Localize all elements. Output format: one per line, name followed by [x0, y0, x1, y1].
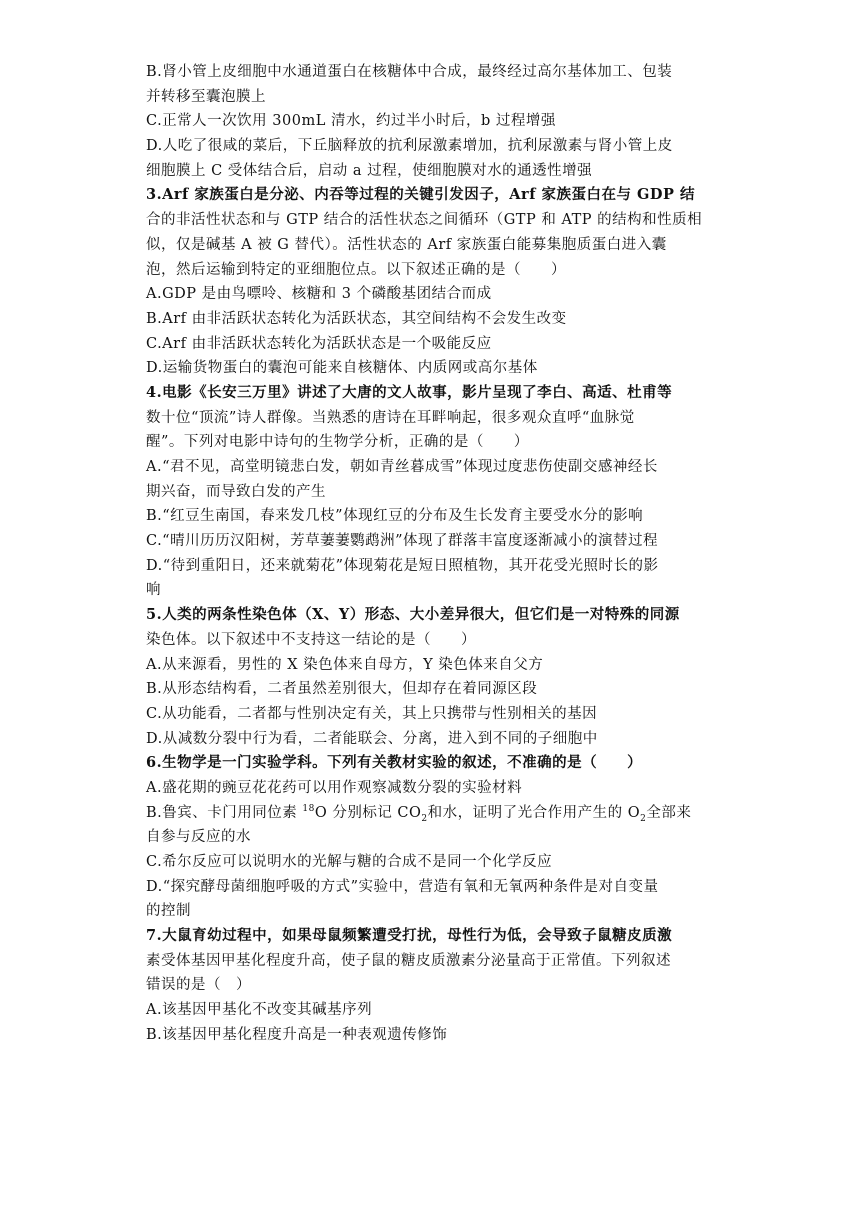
- text-line: 并转移至囊泡膜上: [146, 88, 266, 105]
- option-c: C.Arf 由非活跃状态转化为活跃状态是一个吸能反应: [146, 335, 492, 352]
- text-line: 似，仅是碱基 A 被 G 替代）。活性状态的 Arf 家族蛋白能募集胞质蛋白进入囊: [146, 236, 667, 253]
- text-line: 数十位“顶流”诗人群像。当熟悉的唐诗在耳畔响起，很多观众直呼“血脉觉: [146, 409, 635, 426]
- text-line: 泡，然后运输到特定的亚细胞位点。以下叙述正确的是（ ）: [146, 261, 566, 278]
- option-d: D.运输货物蛋白的囊泡可能来自核糖体、内质网或高尔基体: [146, 360, 538, 377]
- question-7-stem: 7.大鼠育幼过程中，如果母鼠频繁遭受打扰，母性行为低，会导致子鼠糖皮质激: [146, 927, 673, 945]
- option-d: D.“探究酵母菌细胞呼吸的方式”实验中，营造有氧和无氧两种条件是对自变量: [146, 878, 659, 895]
- option-b: B.鲁宾、卡门用同位素 $^{18}$O 分别标记 $CO_2$和水，证明了光合作用产生的 $O_2$全部来: [146, 803, 692, 824]
- text-line: 错误的是（ ）: [146, 977, 251, 994]
- text-line: 自参与反应的水: [146, 829, 251, 846]
- text-line: 响: [146, 582, 161, 599]
- option-d: D.“待到重阳日，还来就菊花”体现菊花是短日照植物，其开花受光照时长的影: [146, 557, 659, 574]
- option-a: A.GDP 是由鸟嘌呤、核糖和 3 个磷酸基团结合而成: [146, 286, 492, 303]
- option-b: B.Arf 由非活跃状态转化为活跃状态，其空间结构不会发生改变: [146, 310, 567, 327]
- text-line: 细胞膜上 C 受体结合后，启动 a 过程，使细胞膜对水的通透性增强: [146, 162, 593, 179]
- text-line: 染色体。以下叙述中不支持这一结论的是（ ）: [146, 631, 476, 648]
- option-a: A.“君不见，高堂明镜悲白发，朝如青丝暮成雪”体现过度悲伤使副交感神经长: [146, 459, 658, 475]
- option-c: C.希尔反应可以说明水的光解与糖的合成不是同一个化学反应: [146, 854, 553, 870]
- option-c: C.从功能看，二者都与性别决定有关，其上只携带与性别相关的基因: [146, 705, 598, 722]
- text-line: C.正常人一次饮用 300mL 清水，约过半小时后，b 过程增强: [146, 113, 556, 130]
- question-5-stem: 5.人类的两条性染色体（X、Y）形态、大小差异很大，但它们是一对特殊的同源: [146, 606, 680, 624]
- option-b: B.该基因甲基化程度升高是一种表观遗传修饰: [146, 1026, 448, 1043]
- option-b: B.“红豆生南国，春来发几枝”体现红豆的分布及生长发育主要受水分的影响: [146, 508, 644, 525]
- option-c: C.“晴川历历汉阳树，芳草萋萋鹦鹉洲”体现了群落丰富度逐渐减小的演替过程: [146, 533, 659, 550]
- text-line: 期兴奋，而导致白发的产生: [146, 483, 326, 500]
- option-a: A.该基因甲基化不改变其碱基序列: [146, 1002, 373, 1019]
- question-4-stem: 4.电影《长安三万里》讲述了大唐的文人故事，影片呈现了李白、高适、杜甫等: [146, 383, 673, 401]
- option-a: A.盛花期的豌豆花花药可以用作观察减数分裂的实验材料: [146, 779, 523, 796]
- text-line: D.人吃了很咸的菜后，下丘脑释放的抗利尿激素增加，抗利尿激素与肾小管上皮: [146, 138, 673, 155]
- question-6-stem: 6.生物学是一门实验学科。下列有关教材实验的叙述，不准确的是（ ）: [146, 754, 643, 772]
- option-a: A.从来源看，男性的 X 染色体来自母方，Y 染色体来自父方: [146, 656, 544, 673]
- text-line: B.肾小管上皮细胞中水通道蛋白在核糖体中合成，最终经过高尔基体加工、包装: [146, 64, 673, 80]
- text-line: 的控制: [146, 903, 191, 920]
- option-d: D.从减数分裂中行为看，二者能联会、分离，进入到不同的子细胞中: [146, 730, 598, 747]
- question-3-stem: 3.Arf 家族蛋白是分泌、内吞等过程的关键引发因子，Arf 家族蛋白在与 GDP 结: [146, 186, 695, 204]
- option-b: B.从形态结构看，二者虽然差别很大，但却存在着同源区段: [146, 681, 538, 698]
- text-line: 素受体基因甲基化程度升高，使子鼠的糖皮质激素分泌量高于正常值。下列叙述: [146, 952, 671, 969]
- text-line: 醒”。下列对电影中诗句的生物学分析，正确的是（ ）: [146, 434, 529, 451]
- text-line: 合的非活性状态和与 GTP 结合的活性状态之间循环（GTP 和 ATP 的结构和性质相: [146, 212, 703, 229]
